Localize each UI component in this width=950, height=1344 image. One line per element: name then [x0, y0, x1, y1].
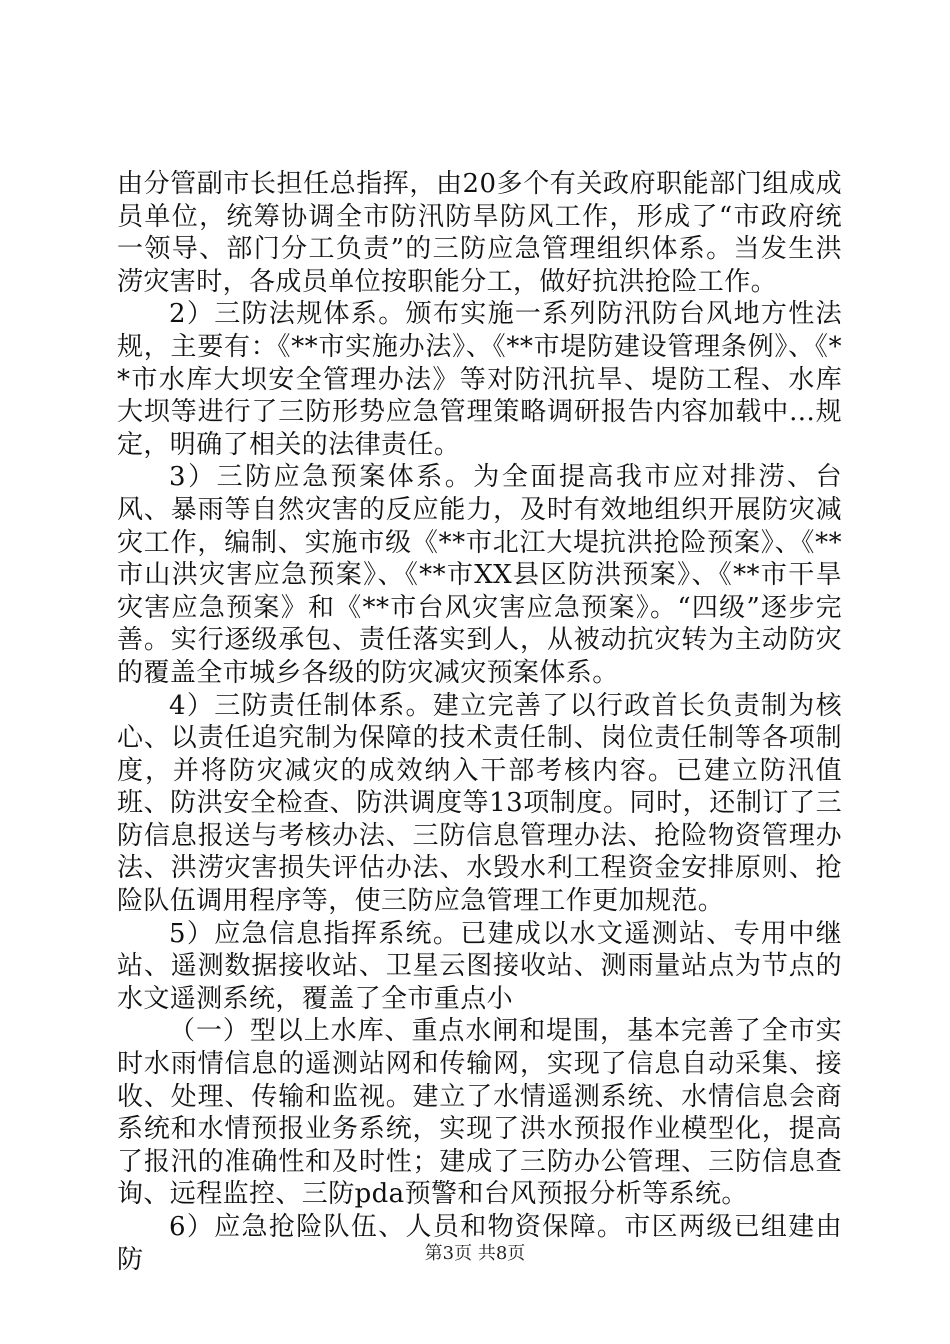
page-footer: 第3页 共8页	[424, 1243, 526, 1264]
paragraph-rescue-teams: 6）应急抢险队伍、人员和物资保障。市区两级已组建由防	[117, 1212, 842, 1275]
paragraph-organization: 由分管副市长担任总指挥，由20多个有关政府职能部门组成成员单位，统筹协调全市防汛防旱防风工作，形成了“市政府统一领导、部门分工负责”的三防应急管理组织体系。当发生洪涝灾害时，各成员单位按职能分工，做好抗洪抢险工作。	[117, 169, 842, 297]
paragraph-responsibility: 4）三防责任制体系。建立完善了以行政首长负责制为核心、以责任追究制为保障的技术责任制、岗位责任制等各项制度，并将防灾减灾的成效纳入干部考核内容。已建立防汛值班、防洪安全检查、防洪调度等13项制度。同时，还制订了三防信息报送与考核办法、三防信息管理办法、抢险物资管理办法、洪涝灾害损失评估办法、水毁水利工程资金安排原则、抢险队伍调用程序等，使三防应急管理工作更加规范。	[117, 690, 842, 917]
paragraph-regulations: 2）三防法规体系。颁布实施一系列防汛防台风地方性法规，主要有：《**市实施办法》、《**市堤防建设管理条例》、《**市水库大坝安全管理办法》等对防汛抗旱、堤防工程、水库大坝等进行了三防形势应急管理策略调研报告内容加载中...规定，明确了相关的法律责任。	[117, 299, 842, 460]
paragraph-reservoirs: （一）型以上水库、重点水闸和堤围，基本完善了全市实时水雨情信息的遥测站网和传输网，实现了信息自动采集、接收、处理、传输和监视。建立了水情遥测系统、水情信息会商系统和水情预报业务系统，实现了洪水预报作业模型化，提高了报汛的准确性和及时性；建成了三防办公管理、三防信息查询、远程监控、三防pda预警和台风预报分析等系统。	[117, 1016, 842, 1210]
document-body	[117, 168, 842, 1276]
paragraph-info-command: 5）应急信息指挥系统。已建成以水文遥测站、专用中继站、遥测数据接收站、卫星云图接收站、测雨量站点为节点的水文遥测系统，覆盖了全市重点小	[117, 918, 842, 1014]
paragraph-emergency-plans: 3）三防应急预案体系。为全面提高我市应对排涝、台风、暴雨等自然灾害的反应能力，及时有效地组织开展防灾减灾工作，编制、实施市级《**市北江大堤抗洪抢险预案》、《**市山洪灾害应急预案》、《**市XX县区防洪预案》、《**市干旱灾害应急预案》和《**市台风灾害应急预案》。“四级”逐步完善。实行逐级承包、责任落实到人，从被动抗灾转为主动防灾的覆盖全市城乡各级的防灾减灾预案体系。	[117, 462, 842, 688]
